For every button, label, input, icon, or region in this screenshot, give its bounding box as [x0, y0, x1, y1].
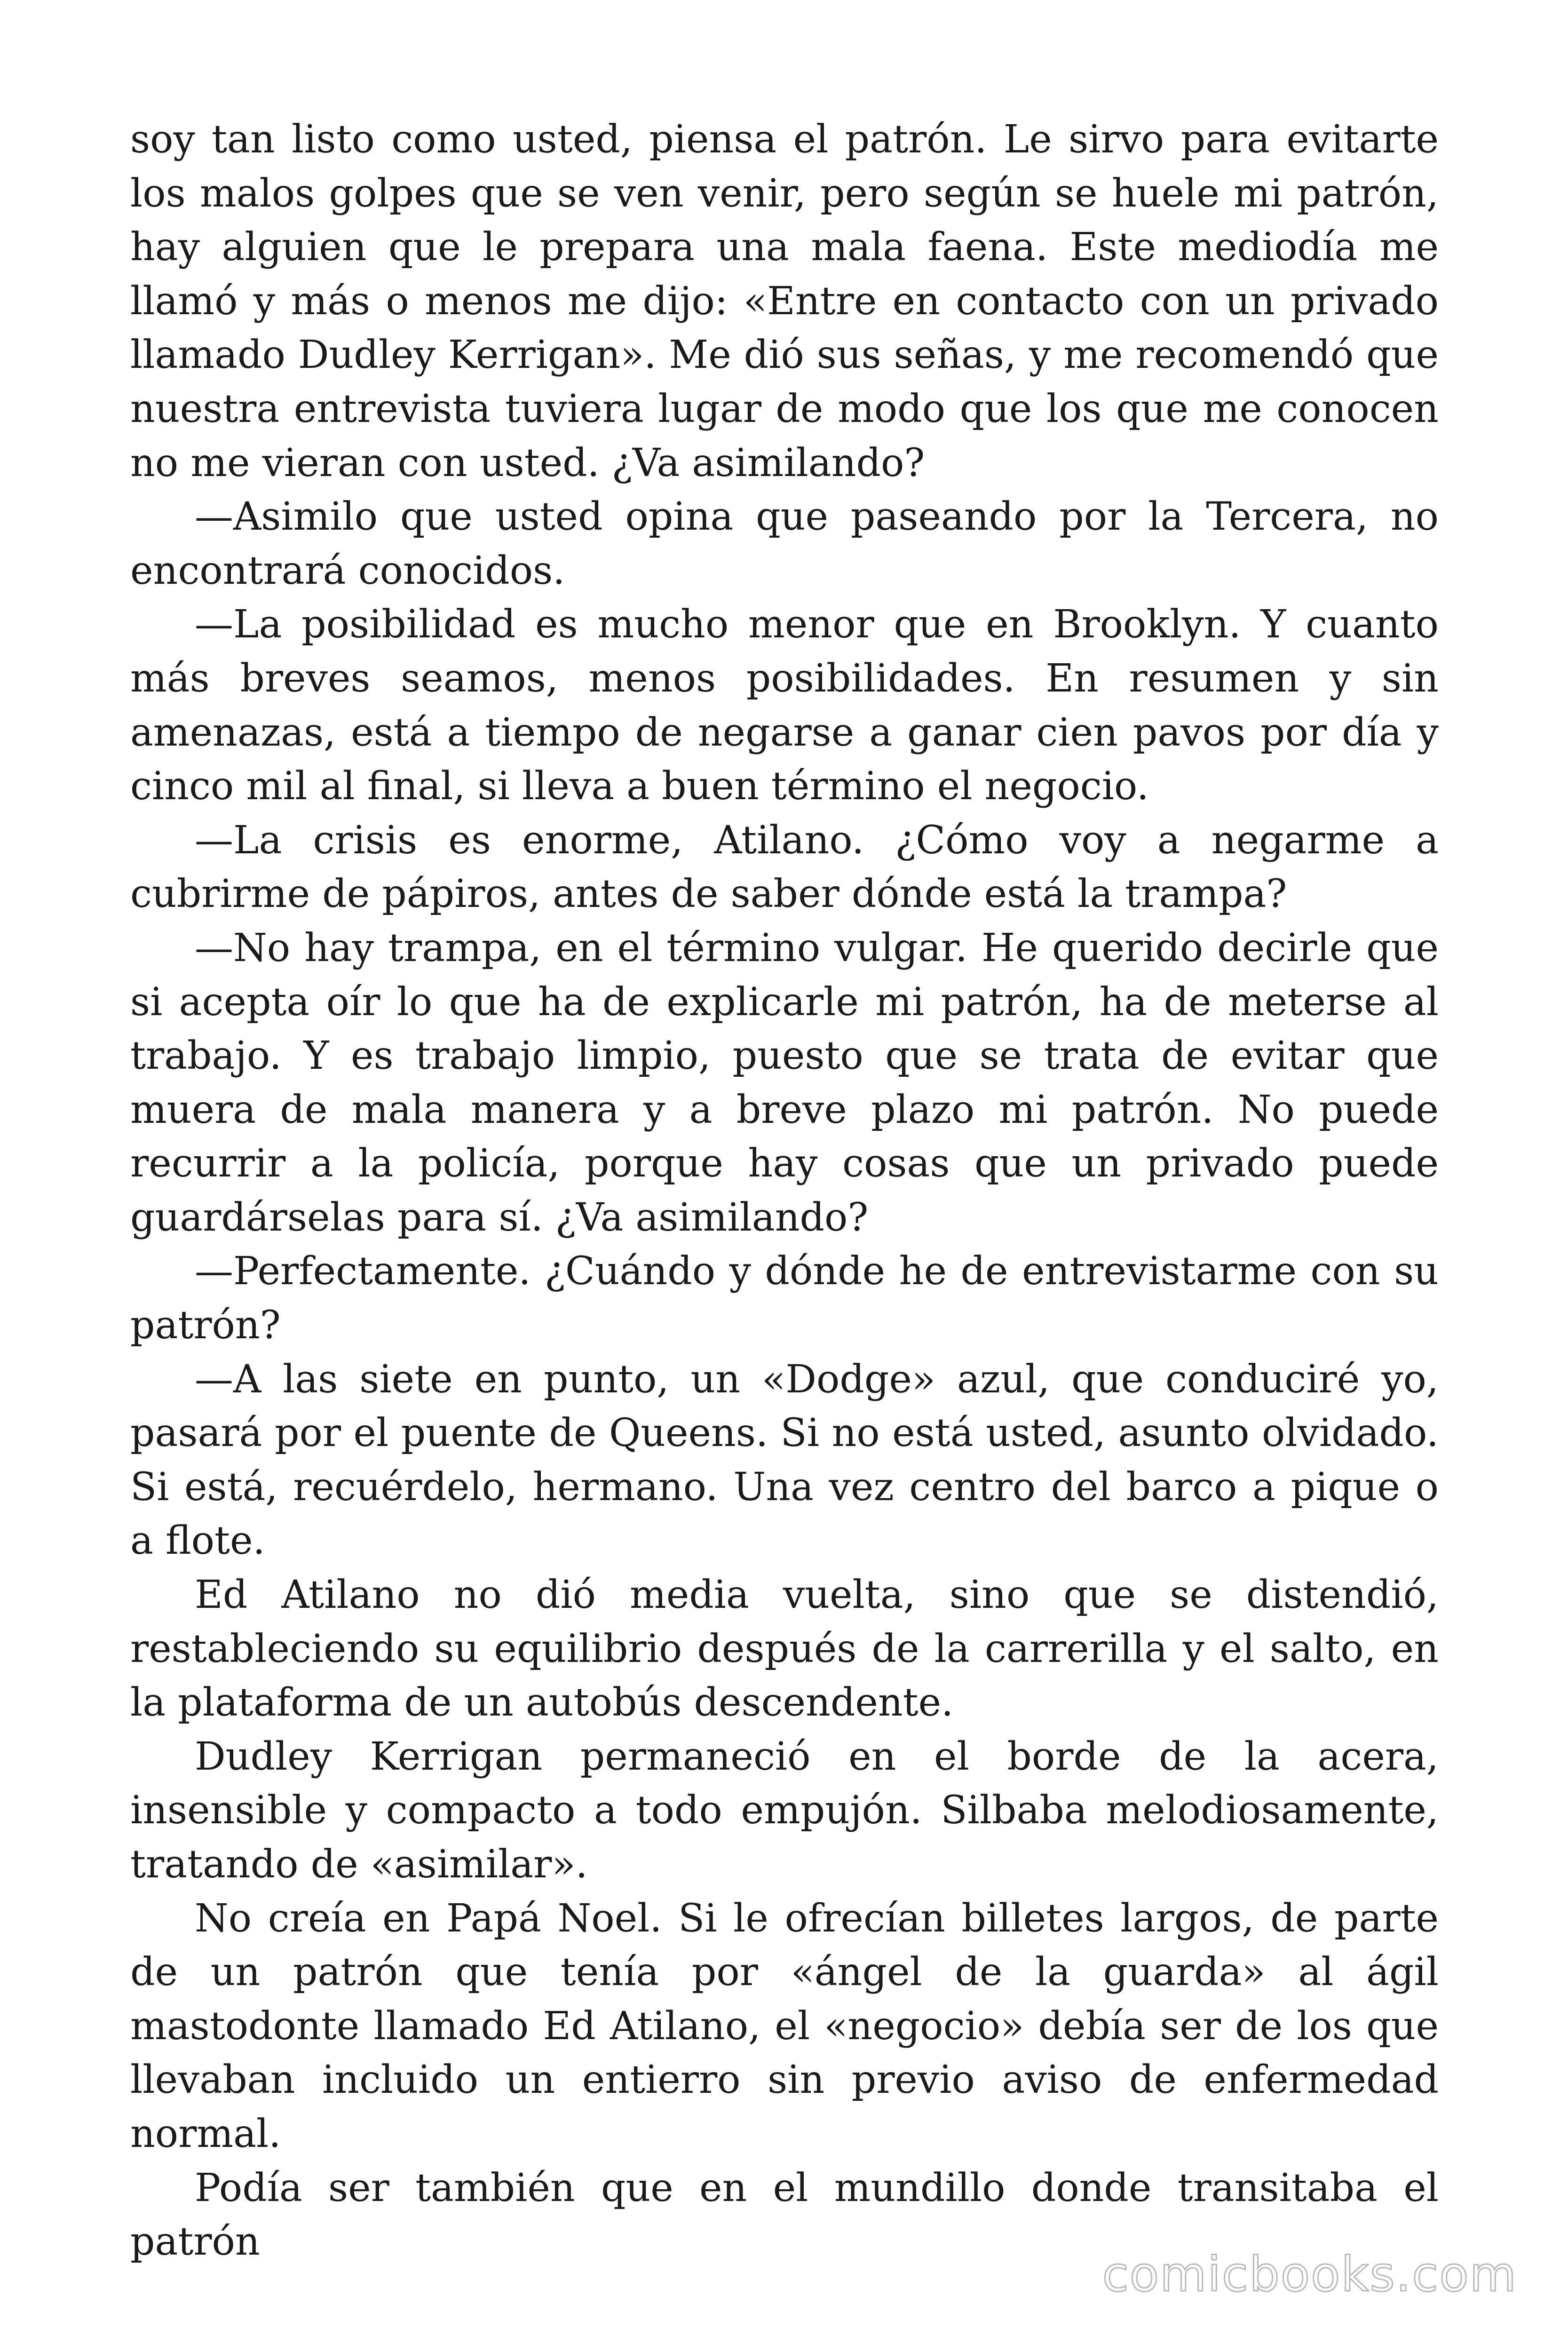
paragraph-10: No creía en Papá Noel. Si le ofrecían billetes largos, de parte de un patrón que tenía por «ángel de la guarda» al ágil mastodonte llamado Ed Atilano, el «negocio» debía ser de los que llevaban incluido un entierro sin previo aviso de enfermedad normal.	[130, 1896, 1439, 2156]
paragraph-4: —La crisis es enorme, Atilano. ¿Cómo voy a negarme a cubrirme de pápiros, antes de saber dónde está la trampa?	[130, 818, 1439, 917]
paragraph-2: —Asimilo que usted opina que paseando por la Tercera, no encontrará conocidos.	[130, 494, 1439, 593]
paragraph-8: Ed Atilano no dió media vuelta, sino que se distendió, restableciendo su equilibrio después de la carrerilla y el salto, en la plataforma de un autobús descendente.	[130, 1573, 1439, 1725]
paragraph-9: Dudley Kerrigan permaneció en el borde de la acera, insensible y compacto a todo empujón. Silbaba melodiosamente, tratando de «asimilar».	[130, 1734, 1439, 1887]
paragraph-11: Podía ser también que en el mundillo donde transitaba el patrón	[130, 2165, 1439, 2265]
paragraph-5: —No hay trampa, en el término vulgar. He querido decirle que si acepta oír lo que ha de explicarle mi patrón, ha de meterse al trabajo. Y es trabajo limpio, puesto que se trata de evitar que muera de mala manera y a breve plazo mi patrón. No puede recurrir a la policía, porque hay cosas que un privado puede guardárselas para sí. ¿Va asimilando?	[130, 925, 1439, 1240]
paragraph-1: soy tan listo como usted, piensa el patrón. Le sirvo para evitarte los malos golpes que se ven venir, pero según se huele mi patrón, hay alguien que le prepara una mala faena. Este mediodía me llamó y más o menos me dijo: «Entre en contacto con un privado llamado Dudley Kerrigan». Me dió sus señas, y me recomendó que nuestra entrevista tuviera lugar de modo que los que me conocen no me vieran con usted. ¿Va asimilando?	[130, 117, 1439, 485]
paragraph-6: —Perfectamente. ¿Cuándo y dónde he de entrevistarme con su patrón?	[130, 1249, 1439, 1348]
watermark: comicbooks.com	[1102, 2247, 1517, 2303]
paragraph-7: —A las siete en punto, un «Dodge» azul, que conduciré yo, pasará por el puente de Queens. Si no está usted, asunto olvidado. Si está, recuérdelo, hermano. Una vez centro del barco a pique o a flote.	[130, 1357, 1439, 1564]
page-text	[130, 113, 1439, 2269]
paragraph-3: —La posibilidad es mucho menor que en Brooklyn. Y cuanto más breves seamos, menos posibilidades. En resumen y sin amenazas, está a tiempo de negarse a ganar cien pavos por día y cinco mil al final, si lleva a buen término el negocio.	[130, 602, 1439, 809]
